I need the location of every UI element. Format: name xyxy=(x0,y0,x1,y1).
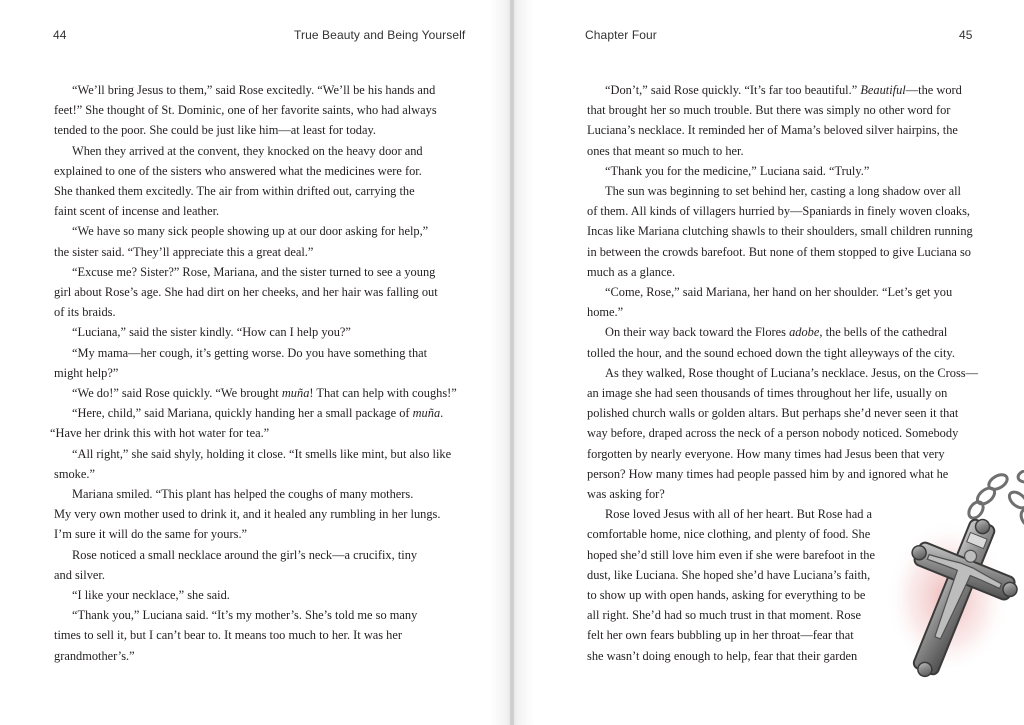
paragraph xyxy=(50,403,454,443)
text-line: an image she had seen thousands of times throughout her life, usually on xyxy=(587,386,948,401)
italic-word: muña xyxy=(281,386,310,401)
text-line: smoke.” xyxy=(54,466,95,481)
text-line: girl about Rose’s age. She had dirt on her cheeks, and her hair was falling out xyxy=(54,285,438,300)
text-line: “My mama—her cough, it’s getting worse. Do you have something that xyxy=(72,345,428,360)
paragraph xyxy=(587,80,987,161)
text-line: all right. She’d had so much trust in that moment. Rose xyxy=(587,608,861,623)
text-line: “Come, Rose,” said Mariana, her hand on her shoulder. “Let’s get you xyxy=(605,285,953,300)
paragraph xyxy=(54,585,454,605)
text-run: “Here, child,” said Mariana, quickly handing her a small package of xyxy=(72,406,413,421)
text-line: “We have so many sick people showing up at our door asking for help,” xyxy=(72,224,429,239)
text-line: She thanked them excitedly. The air from within drifted out, carrying the xyxy=(54,184,415,199)
text-line: “I like your necklace,” she said. xyxy=(72,588,230,603)
text-line: The sun was beginning to set behind her, casting a long shadow over all xyxy=(605,184,962,199)
running-head-right: Chapter Four xyxy=(585,28,657,42)
text-run: “We do!” said Rose quickly. “We brought xyxy=(72,386,282,401)
left-page xyxy=(0,0,510,725)
text-line: “All right,” she said shyly, holding it close. “It smells like mint, but also like xyxy=(72,446,452,461)
text-line: of its braids. xyxy=(54,305,116,320)
text-line: Incas like Mariana clutching shawls to their shoulders, small children running xyxy=(587,224,973,239)
text-line: “Have her drink this with hot water for tea.” xyxy=(50,426,270,441)
italic-word: Beautiful xyxy=(860,83,906,97)
page-number-left: 44 xyxy=(53,28,67,42)
text-line: Rose noticed a small necklace around the girl’s neck—a crucifix, tiny xyxy=(72,547,418,562)
text-line: “Thank you for the medicine,” Luciana said. “Truly.” xyxy=(605,163,870,178)
text-run: “Don’t,” said Rose quickly. “It’s far too beautiful.” xyxy=(605,83,861,97)
text-run: —the word xyxy=(905,83,962,97)
text-line: Luciana’s necklace. It reminded her of Mama’s beloved silver hairpins, the xyxy=(587,123,958,138)
paragraph xyxy=(54,262,454,323)
left-page-body xyxy=(50,80,457,666)
text-line: forgotten by nearly everyone. How many times had Jesus been that very xyxy=(587,446,945,461)
text-line: grandmother’s.” xyxy=(54,648,135,663)
italic-word: muña xyxy=(412,406,441,421)
text-run: . xyxy=(440,406,444,421)
text-line: tended to the poor. She could be just like him—at least for today. xyxy=(54,123,376,138)
page-number-right: 45 xyxy=(959,28,973,42)
paragraph xyxy=(54,221,454,261)
right-page xyxy=(514,0,1024,725)
text-line: the sister said. “They’ll appreciate this a great deal.” xyxy=(54,244,314,259)
text-line: feet!” She thought of St. Dominic, one of her favorite saints, who had always xyxy=(54,103,437,118)
book-gutter xyxy=(490,0,534,725)
paragraph xyxy=(54,383,457,403)
text-line: of them. All kinds of villagers hurried by—Spaniards in finely woven cloaks, xyxy=(587,204,971,219)
paragraph xyxy=(587,282,987,322)
text-line: she wasn’t doing enough to help, fear that their garden xyxy=(587,648,858,663)
text-line: much as a glance. xyxy=(587,264,676,279)
text-line: As they walked, Rose thought of Luciana’s necklace. Jesus, on the Cross— xyxy=(605,365,979,380)
text-line: Rose loved Jesus with all of her heart. But Rose had a xyxy=(605,507,873,522)
text-line: ones that meant so much to her. xyxy=(587,143,744,158)
text-run: ! That can help with coughs!” xyxy=(309,386,457,401)
paragraph xyxy=(587,161,987,181)
text-line: “Thank you,” Luciana said. “It’s my mother’s. She’s told me so many xyxy=(72,608,418,623)
text-run: , the bells of the cathedral xyxy=(819,325,948,340)
text-line: hoped she’d still love him even if she were barefoot in the xyxy=(587,547,875,562)
text-line: way before, draped across the neck of a person nobody noticed. Somebody xyxy=(587,426,959,441)
text-line: comfortable home, nice clothing, and plenty of food. She xyxy=(587,527,871,542)
text-line: times to sell it, but I can’t bear to. It means too much to her. It was her xyxy=(54,628,403,643)
italic-word: adobe xyxy=(789,325,820,340)
text-line: in between the crowds barefoot. But none of them stopped to give Luciana so xyxy=(587,244,972,259)
text-line: When they arrived at the convent, they knocked on the heavy door and xyxy=(72,143,423,158)
text-line: and silver. xyxy=(54,567,105,582)
text-line: person? How many times had people passed him by and ignored what he xyxy=(587,466,949,481)
text-line: dust, like Luciana. She hoped she’d have Luciana’s faith, xyxy=(587,567,871,582)
text-line: My very own mother used to drink it, and it healed any rumbling in her lungs. xyxy=(54,507,441,522)
paragraph xyxy=(587,181,987,282)
paragraph xyxy=(54,605,454,666)
paragraph xyxy=(54,141,454,222)
text-line: “Excuse me? Sister?” Rose, Mariana, and the sister turned to see a young xyxy=(72,264,436,279)
text-line: “We’ll bring Jesus to them,” said Rose excitedly. “We’ll be his hands and xyxy=(72,83,436,97)
text-run: On their way back toward the Flores xyxy=(605,325,790,340)
paragraph xyxy=(54,444,454,484)
text-line: to show up with open hands, asking for everything to be xyxy=(587,588,866,603)
text-line: that brought her so much trouble. But there was simply no other word for xyxy=(587,103,951,118)
text-line: tolled the hour, and the sound echoed down the tight alleyways of the city. xyxy=(587,345,955,360)
text-line: explained to one of the sisters who answered what the medicines were for. xyxy=(54,163,422,178)
text-line: felt her own fears bubbling up in her throat—fear that xyxy=(587,628,854,643)
text-line: Mariana smiled. “This plant has helped the coughs of many mothers. xyxy=(72,487,414,502)
text-line: I’m sure it will do the same for yours.” xyxy=(54,527,248,542)
paragraph xyxy=(54,80,454,141)
paragraph xyxy=(54,484,454,545)
crucifix-necklace-icon xyxy=(878,470,1024,700)
text-line: was asking for? xyxy=(587,487,665,502)
text-line: might help?” xyxy=(54,365,119,380)
paragraph xyxy=(54,545,454,585)
paragraph xyxy=(54,322,454,342)
paragraph xyxy=(587,322,987,362)
running-head-left: True Beauty and Being Yourself xyxy=(294,28,466,42)
paragraph xyxy=(54,343,454,383)
text-line: faint scent of incense and leather. xyxy=(54,204,220,219)
text-line: home.” xyxy=(587,305,624,320)
text-line: polished church walls or golden altars. But perhaps she’d never seen it that xyxy=(587,406,959,421)
text-line: “Luciana,” said the sister kindly. “How can I help you?” xyxy=(72,325,351,340)
